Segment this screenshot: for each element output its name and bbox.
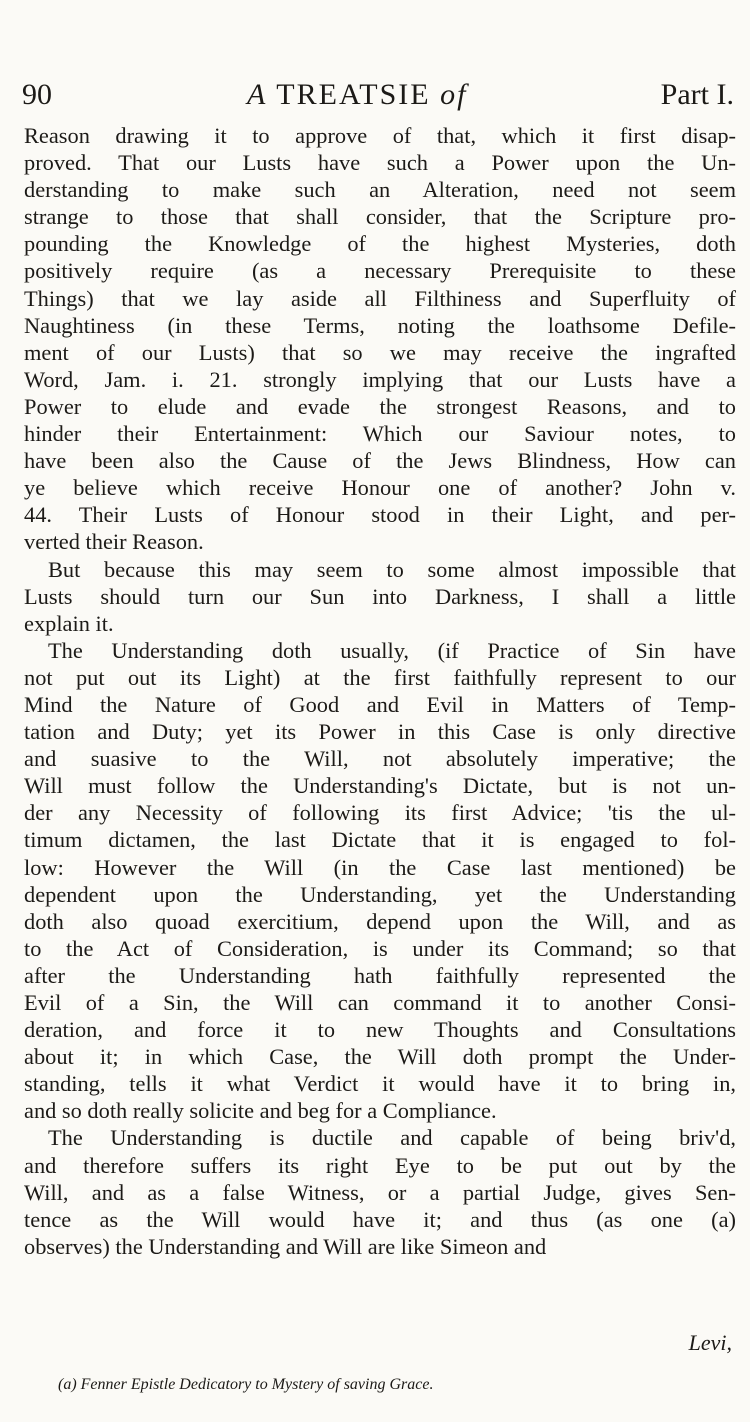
text-line: dependent upon the Understanding, yet the Understanding <box>24 881 736 907</box>
text-line: The Understanding doth usually, (if Practice of Sin have <box>48 637 736 663</box>
text-line: and so doth really solicite and beg for a Compliance. <box>24 1098 497 1124</box>
text-line: and therefore suffers its right Eye to be put out by the <box>24 1152 736 1178</box>
text-line: after the Understanding hath faithfully represented the <box>24 962 736 988</box>
catchword: Levi, <box>688 1330 732 1355</box>
text-line: have been also the Cause of the Jews Blindness, How can <box>24 448 736 474</box>
text-line: timum dictamen, the last Dictate that it is engaged to fol- <box>24 827 736 853</box>
text-line: Power to elude and evade the strongest Reasons, and to <box>24 393 736 419</box>
text-line: Mind the Nature of Good and Evil in Matters of Temp- <box>24 691 736 717</box>
text-line: Will must follow the Understanding's Dictate, but is not un- <box>24 773 736 799</box>
text-line: to the Act of Consideration, is under its Command; so that <box>24 935 736 961</box>
text-line: Lusts should turn our Sun into Darkness, I shall a little <box>24 583 736 609</box>
text-line: Will, and as a false Witness, or a partial Judge, gives Sen- <box>24 1179 736 1205</box>
running-title-word: TREATSIE <box>276 78 431 111</box>
text-line: and suasive to the Will, not absolutely imperative; the <box>24 746 736 772</box>
text-line: Reason drawing it to approve of that, which it first disap- <box>24 123 736 148</box>
body-text <box>24 122 736 1260</box>
text-line: positively require (as a necessary Prerequisite to these <box>24 258 736 284</box>
text-line: hinder their Entertainment: Which our Saviour notes, to <box>24 421 736 447</box>
paragraph <box>24 122 736 556</box>
text-line: ment of our Lusts) that so we may receive the ingrafted <box>24 339 736 365</box>
paragraph <box>24 556 736 637</box>
text-line: observes) the Understanding and Will are like Simeon and <box>24 1233 547 1259</box>
text-line: explain it. <box>24 610 114 636</box>
paragraph <box>24 1124 736 1259</box>
running-title-article: A <box>247 78 277 111</box>
footnote: (a) Fenner Epistle Dedicatory to Mystery of saving Grace. <box>58 1376 434 1393</box>
running-title-of: of <box>430 78 468 111</box>
text-line: tence as the Will would have it; and thus (as one (a) <box>24 1206 736 1232</box>
text-line: pounding the Knowledge of the highest Mysteries, doth <box>24 231 736 257</box>
text-line: 44. Their Lusts of Honour stood in their Light, and per- <box>24 502 736 528</box>
text-line: not put out its Light) at the first faithfully represent to our <box>24 664 736 690</box>
text-line: standing, tells it what Verdict it would have it to bring in, <box>24 1071 736 1097</box>
text-line: derstanding to make such an Alteration, need not seem <box>24 177 736 203</box>
page-number: 90 <box>22 78 52 111</box>
text-line: strange to those that shall consider, that the Scripture pro- <box>24 204 736 230</box>
text-line: Evil of a Sin, the Will can command it to another Consi- <box>24 990 736 1015</box>
text-line: verted their Reason. <box>24 529 204 555</box>
text-line: doth also quoad exercitium, depend upon the Will, and as <box>24 908 736 934</box>
text-line: proved. That our Lusts have such a Power upon the Un- <box>24 150 736 176</box>
paragraph <box>24 637 736 1125</box>
text-line: The Understanding is ductile and capable of being briv'd, <box>48 1125 736 1151</box>
text-line: Things) that we lay aside all Filthiness and Superfluity of <box>24 285 736 311</box>
running-title <box>247 78 467 112</box>
text-line: deration, and force it to new Thoughts and Consultations <box>24 1017 736 1043</box>
text-line: low: However the Will (in the Case last mentioned) be <box>24 854 736 880</box>
running-header <box>22 78 734 118</box>
text-line: tation and Duty; yet its Power in this Case is only directive <box>24 719 736 745</box>
text-line: der any Necessity of following its first Advice; 'tis the ul- <box>24 800 736 826</box>
text-line: ye believe which receive Honour one of another? John v. <box>24 475 736 501</box>
text-line: Naughtiness (in these Terms, noting the loathsome Defile- <box>24 312 736 338</box>
text-line: about it; in which Case, the Will doth prompt the Under- <box>24 1044 736 1070</box>
part-label: Part I. <box>660 78 734 111</box>
text-line: Word, Jam. i. 21. strongly implying that our Lusts have a <box>24 366 736 392</box>
text-line: But because this may seem to some almost impossible that <box>48 556 736 582</box>
